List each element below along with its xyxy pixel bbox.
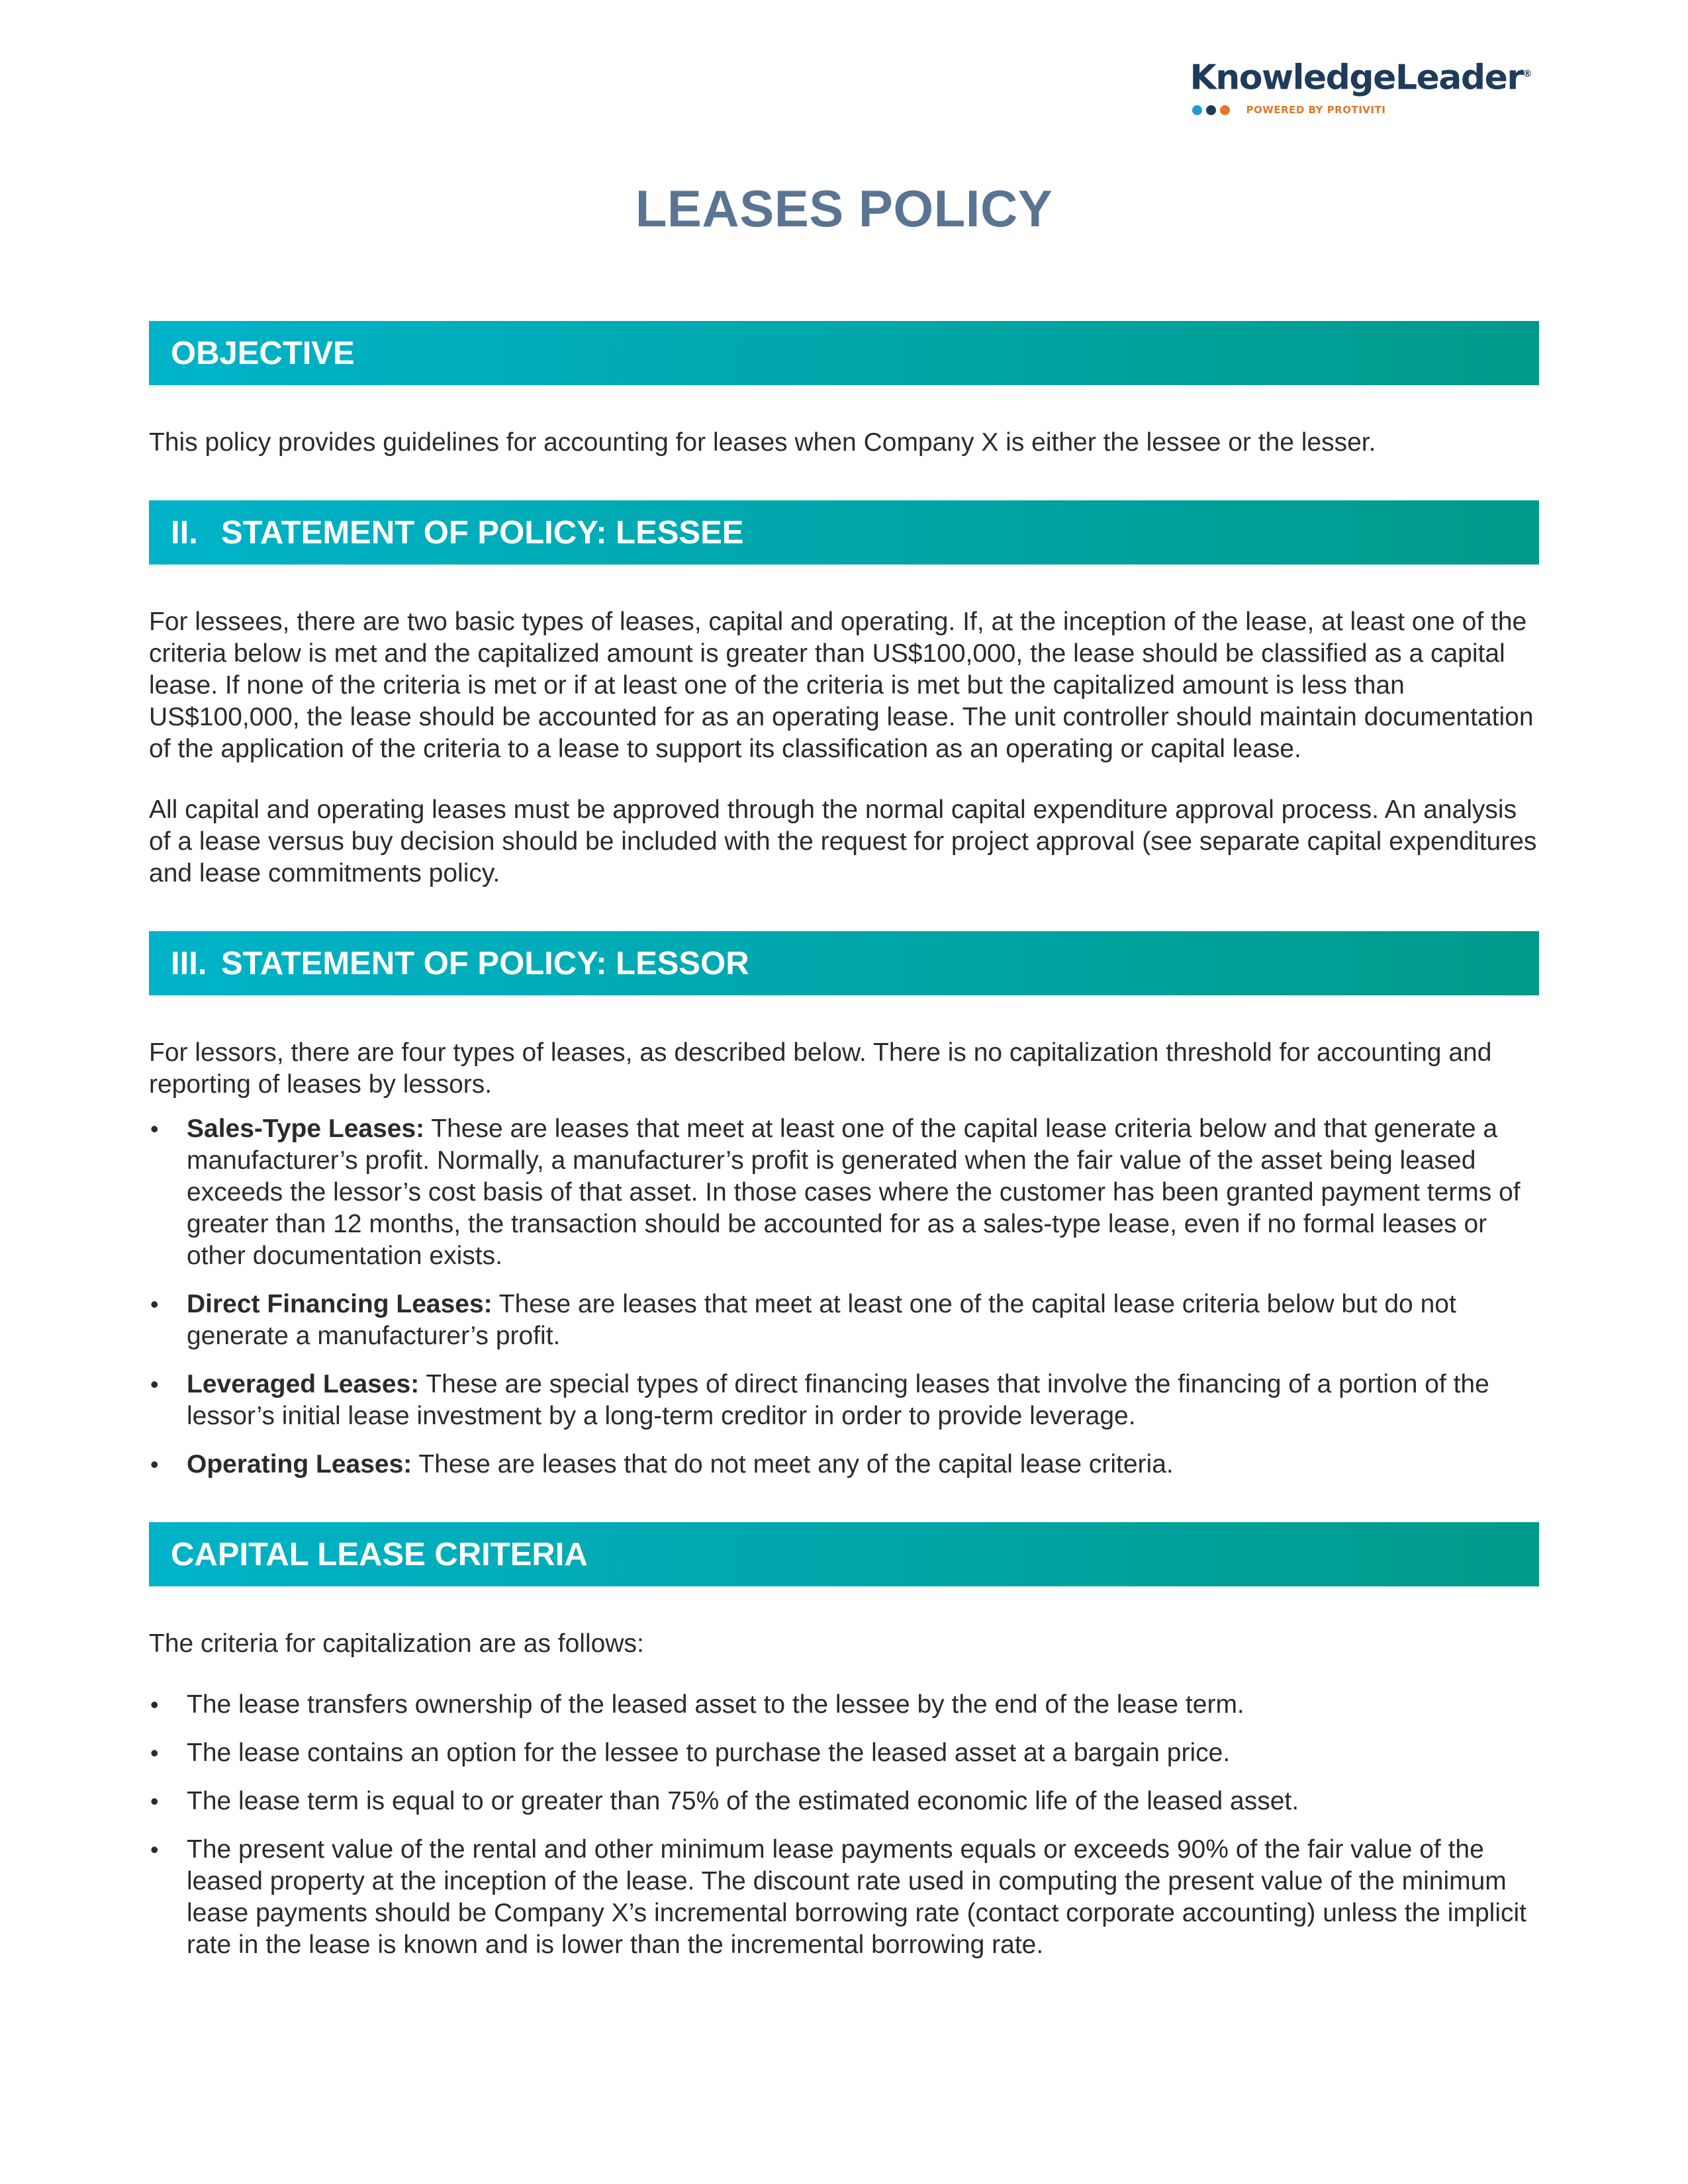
list-item [149,1369,1539,1432]
list-item: • The lease term is equal to or greater than 75% of the estimated economic life of the leased asset. [149,1786,1539,1817]
list-item-term: Sales-Type Leases: [187,1115,425,1143]
criteria-intro: The criteria for capitalization are as follows: [149,1629,644,1658]
lessor-intro: For lessors, there are four types of leases, as described below. There is no capitalization threshold for accounting and reporting of leases by lessors. [149,1038,1492,1099]
logo-tagline-row [1192,104,1531,116]
list-item: • The present value of the rental and other minimum lease payments equals or exceeds 90% of the fair value of the leased property at the inception of the lease. The discount rate used in computing the present value of the minimum lease payments should be Company X’s incremental borrowing rate (contact corporate accounting) unless the implicit rate in the lease is known and is lower than the incremental borrowing rate. [149,1834,1539,1961]
section-heading: STATEMENT OF POLICY: LESSEE [221,514,744,551]
logo-dot-icon [1192,105,1202,115]
section-header-lessor [149,931,1539,995]
list-item-text: These are leases that do not meet any of the capital lease criteria. [412,1450,1174,1479]
list-item-term: Operating Leases: [187,1450,412,1479]
objective-paragraph: This policy provides guidelines for accounting for leases when Company X is either the lessee or the lesser. [149,428,1376,457]
section-heading: CAPITAL LEASE CRITERIA [171,1536,588,1572]
section-heading: OBJECTIVE [171,335,355,371]
logo-wordmark: KnowledgeLeader® [1190,58,1531,98]
list-item [149,1449,1539,1480]
lessee-paragraph: For lessees, there are two basic types of leases, capital and operating. If, at the inception of the lease, at least one of the criteria below is met and the capitalized amount is greater than US$100,000, the lease should be classified as a capital lease. If none of the criteria is met or if at least one of the criteria is met but the capitalized amount is less than US$100,000, the lease should be accounted for as an operating lease. The unit controller should maintain documentation of the application of the criteria to a lease to support its classification as an operating or capital lease. [149,608,1534,763]
section-number: III. [171,945,207,981]
section-number: II. [171,514,198,551]
logo-tagline: POWERED BY PROTIVITI [1246,104,1386,116]
knowledgeleader-logo [1190,54,1531,116]
logo-dot-icon [1206,105,1216,115]
page-title: LEASES POLICY [635,179,1053,238]
list-item [149,1113,1539,1272]
section-header-objective [149,321,1539,385]
list-item-text: These are leases that meet at least one of the capital lease criteria below and that generate a manufacturer’s profit. Normally, a manufacturer’s profit is generated when the fair value of the asset being leased exceeds the lessor’s cost basis of that asset. In those cases where the customer has been granted payment terms of greater than 12 months, the transaction should be accounted for as a sales-type lease, even if no formal leases or other documentation exists. [187,1115,1521,1270]
list-item: • The lease contains an option for the lessee to purchase the leased asset at a bargain price. [149,1737,1539,1769]
logo-dot-icon [1220,105,1230,115]
lessor-lease-types-list [149,1113,1539,1480]
list-item-term: Direct Financing Leases: [187,1290,492,1318]
section-heading: STATEMENT OF POLICY: LESSOR [221,945,749,981]
list-item [149,1289,1539,1352]
section-header-lessee [149,500,1539,565]
document-body [149,321,1539,1961]
list-item-term: Leveraged Leases: [187,1370,420,1398]
capital-lease-criteria-list [149,1689,1539,1961]
list-item-text: These are leases that meet at least one of the capital lease criteria below but do not generate a manufacturer’s profit. [187,1290,1456,1350]
lessee-paragraph: All capital and operating leases must be approved through the normal capital expenditure approval process. An analysis of a lease versus buy decision should be included with the request for project approval (see separate capital expenditures and lease commitments policy. [149,796,1537,887]
section-header-capital-lease-criteria [149,1522,1539,1586]
list-item-text: These are special types of direct financing leases that involve the financing of a portion of the lessor’s initial lease investment by a long-term creditor in order to provide leverage. [187,1370,1489,1430]
list-item: • The lease transfers ownership of the leased asset to the lessee by the end of the lease term. [149,1689,1539,1721]
